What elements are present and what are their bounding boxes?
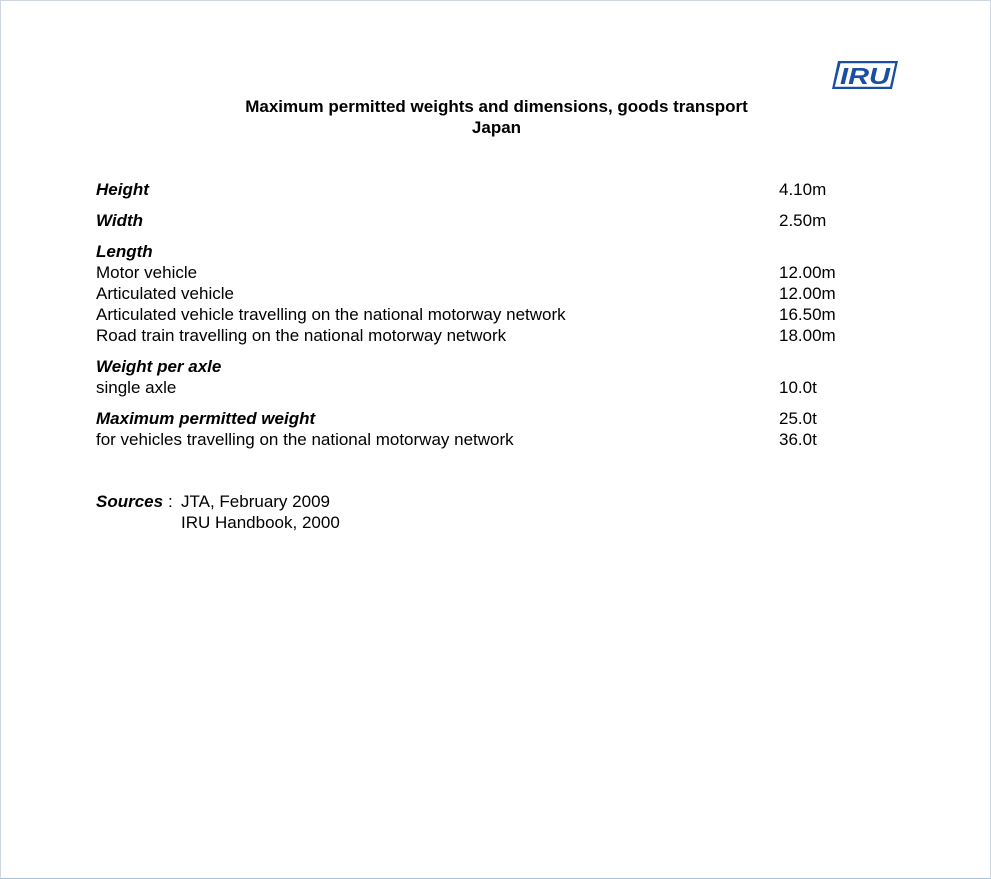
row-motorway-weight: [96, 429, 856, 450]
row-width: [96, 210, 856, 231]
sources-colon: :: [168, 492, 173, 511]
row-road-train-motorway: [96, 325, 856, 346]
row-maximum-permitted-weight: [96, 408, 856, 429]
row-articulated-vehicle: [96, 283, 856, 304]
row-value: 12.00m: [779, 284, 836, 303]
row-label: Width: [96, 211, 144, 230]
row-value: 12.00m: [779, 263, 836, 282]
row-label: single axle: [96, 378, 177, 397]
row-label: Maximum permitted weight: [96, 409, 316, 428]
sources-label: Sources: [96, 492, 164, 511]
row-single-axle: [96, 377, 856, 398]
section-length: [96, 241, 856, 262]
section-weight-per-axle: [96, 356, 856, 377]
row-label: Road train travelling on the national motorway network: [96, 326, 507, 345]
row-value: 2.50m: [779, 211, 827, 230]
row-value: 4.10m: [779, 180, 827, 199]
row-label: Height: [96, 180, 149, 199]
row-value: 16.50m: [779, 305, 836, 324]
document-subtitle-country: Japan: [471, 118, 522, 137]
row-value: 36.0t: [779, 430, 817, 449]
row-label: Articulated vehicle travelling on the national motorway network: [96, 305, 566, 324]
iru-logo: [832, 60, 898, 90]
row-height: [96, 179, 856, 200]
row-label: Motor vehicle: [96, 263, 198, 282]
row-value: 18.00m: [779, 326, 836, 345]
section-heading: Length: [96, 242, 153, 261]
row-label: for vehicles travelling on the national motorway network: [96, 430, 514, 449]
row-value: 10.0t: [779, 378, 817, 397]
source-item: IRU Handbook, 2000: [181, 513, 340, 532]
source-item: JTA, February 2009: [181, 492, 330, 511]
row-articulated-motorway: [96, 304, 856, 325]
section-heading: Weight per axle: [96, 357, 222, 376]
iru-logo-text: IRU: [840, 63, 892, 89]
document-title: Maximum permitted weights and dimensions, goods transport: [245, 97, 748, 116]
row-label: Articulated vehicle: [96, 284, 234, 303]
row-value: 25.0t: [779, 409, 817, 428]
row-motor-vehicle: [96, 262, 856, 283]
